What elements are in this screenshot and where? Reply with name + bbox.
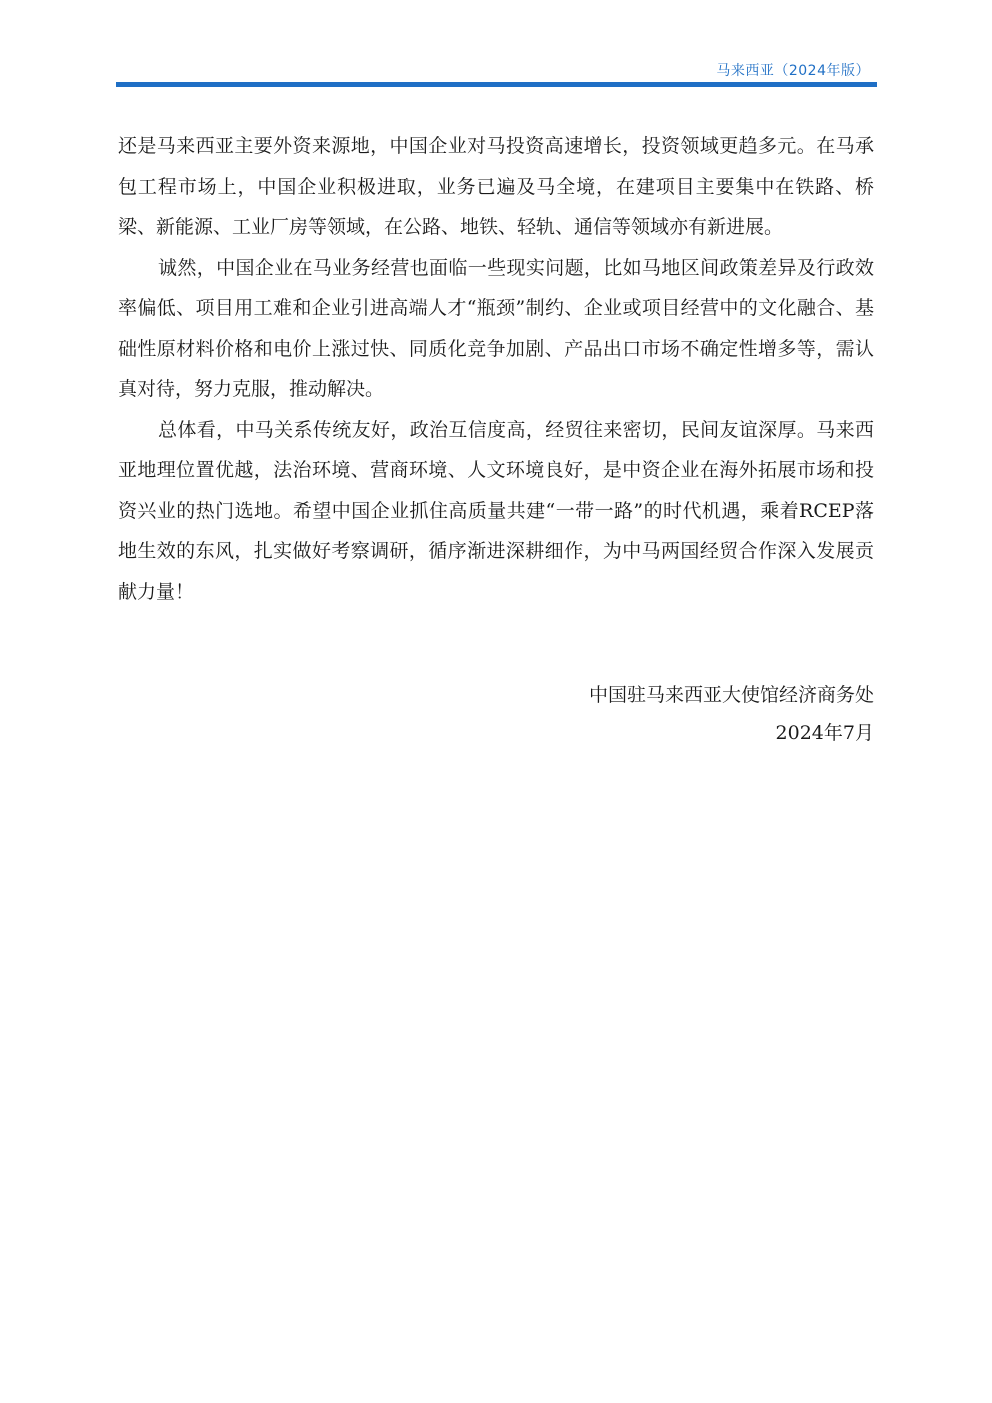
paragraph-1: 还是马来西亚主要外资来源地，中国企业对马投资高速增长，投资领域更趋多元。在马承包工程市场上，中国企业积极进取，业务已遍及马全境，在建项目主要集中在铁路、桥梁、新能源、工业厂房等领域，在公路、地铁、轻轨、通信等领域亦有新进展。 — [118, 135, 874, 238]
signature-date: 2024年7月 — [775, 722, 874, 744]
paragraph-2: 诚然，中国企业在马业务经营也面临一些现实问题，比如马地区间政策差异及行政效率偏低、项目用工难和企业引进高端人才“瓶颈”制约、企业或项目经营中的文化融合、基础性原材料价格和电价上涨过快、同质化竞争加剧、产品出口市场不确定性增多等，需认真对待，努力克服，推动解决。 — [118, 256, 874, 400]
header-divider — [116, 82, 877, 87]
running-header-title: 马来西亚（2024年版） — [716, 63, 870, 79]
main-text — [118, 126, 874, 612]
signature-block — [589, 676, 874, 752]
paragraph-3: 总体看，中马关系传统友好，政治互信度高，经贸往来密切，民间友谊深厚。马来西亚地理位置优越，法治环境、营商环境、人文环境良好，是中资企业在海外拓展市场和投资兴业的热门选地。希望中国企业抓住高质量共建“一带一路”的时代机遇，乘着RCEP落地生效的东风，扎实做好考察调研，循序渐进深耕细作，为中马两国经贸合作深入发展贡献力量！ — [118, 418, 874, 603]
signature-organization: 中国驻马来西亚大使馆经济商务处 — [588, 684, 874, 706]
